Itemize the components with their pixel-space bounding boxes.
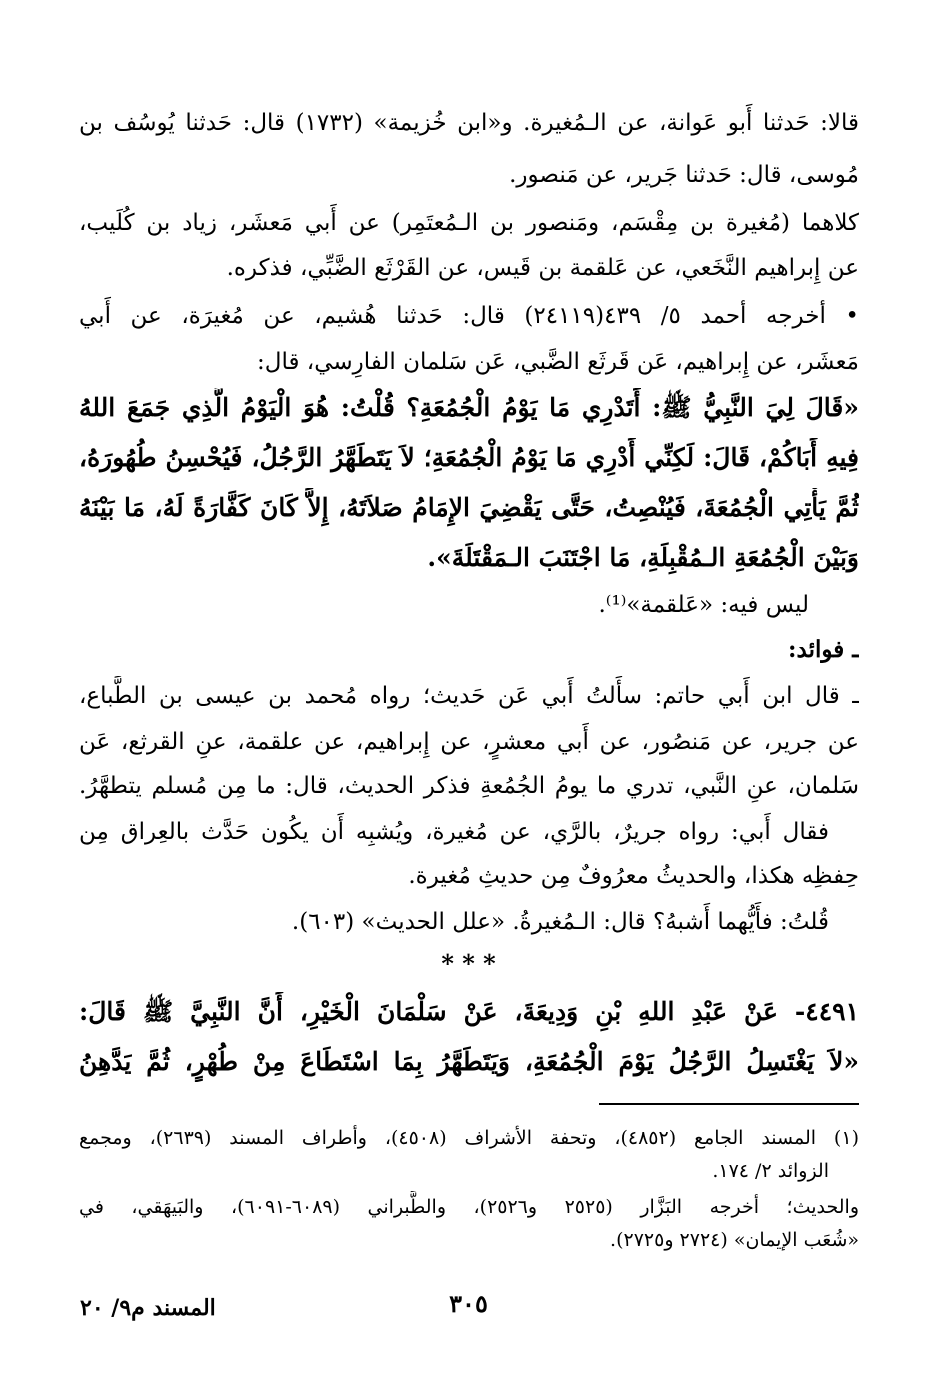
quote-line-3: ثُمَّ يَأْتِي الْجُمُعَةَ، فَيُنْصِتُ، حَتَّى يَقْضِيَ الإِمَامُ صَلاَتَهُ، إِلاَّ كَانَ كَفَّارَةً لَهُ، مَا بَيْنَهُ [79, 493, 859, 522]
fawaid-line-1: ـ قال ابن أَبي حاتم: سأَلتُ أَبي عَن حَديث؛ رواه مُحمد بن عيسى بن الطَّباع، [79, 683, 859, 709]
fawaid-line-2: عن جرير، عن مَنصُور، عن أَبي معشرٍ، عن إِبراهيم، عن علقمة، عنِ القرثع، عَن [79, 729, 859, 755]
body-line-3: كلاهما (مُغيرة بن مِقْسَم، ومَنصور بن الـمُعتَمِر) عن أَبي مَعشَر، زياد بن كُلَيب، [79, 210, 859, 236]
footnote-line-3: والحديث؛ أخرجه البَزَّار (٢٥٢٥ و٢٥٢٦)، والطَّبراني (٦٠٨٩-٦٠٩١)، والبَيهَقي، في [79, 1196, 859, 1218]
page-number: ٣٠٥ [449, 1289, 488, 1318]
quote-line-4: وَبَيْنَ الْجُمُعَةِ الـمُقْبِلَةِ، مَا اجْتَنَبَ الـمَقْتَلَةَ». [427, 543, 859, 572]
fawaid-line-5: حِفظِه هكذا، والحديثُ معرُوفٌ مِن حديثِ مُغيرة. [408, 863, 859, 889]
footnote-line-4: «شُعَب الإيمان» (٢٧٢٤ و٢٧٢٥). [610, 1229, 859, 1251]
footnote-rule [599, 1103, 859, 1105]
quote-line-1: «قَالَ لِيَ النَّبِيُّ ﷺ: أَتَدْرِي مَا يَوْمُ الْجُمُعَةِ؟ قُلْتُ: هُوَ الْيَوْمُ الَّذِي جَمَعَ اللهُ [79, 393, 859, 422]
body-line-1: قالا: حَدثنا أَبو عَوانة، عن الـمُغيرة. و«ابن خُزيمة» (١٧٣٢) قال: حَدثنا يُوسُف بن [79, 110, 859, 136]
fawaid-heading: ـ فوائد: [788, 636, 859, 663]
fawaid-line-6: قُلتُ: فأَيُّهما أَشبهُ؟ قال: الـمُغيرةُ. «علل الحديث» (٦٠٣). [291, 909, 829, 935]
body-line-4: عن إِبراهيم النَّخَعي، عن عَلقمة بن قَيس، عن القَرْثَع الضَّبِّي، فذكره. [226, 255, 859, 281]
fawaid-line-4: فقال أَبي: رواه جريرٌ، بالرَّي، عن مُغيرة، ويُشبِه أَن يكُون حَدَّث بالعِراق مِن [79, 819, 829, 845]
section-separator: * * * [441, 949, 496, 978]
note-line: ليس فيه: «عَلقمة»⁽¹⁾. [598, 592, 809, 618]
quote-line-2: فِيهِ أَبَاكُمْ، قَالَ: لَكِنِّي أَدْرِي مَا يَوْمُ الْجُمُعَةِ؛ لاَ يَتَطَهَّرُ الرَّجُلُ، فَيُحْسِنُ طُهُورَهُ، [79, 443, 859, 472]
hadith-4491-line-1: ٤٤٩١- عَنْ عَبْدِ اللهِ بْنِ وَدِيعَةَ، عَنْ سَلْمَانَ الْخَيْرِ، أَنَّ النَّبِيَّ ﷺ قَالَ: [79, 997, 859, 1026]
hadith-4491-line-2: «لاَ يَغْتَسِلُ الرَّجُلُ يَوْمَ الْجُمُعَةِ، وَيَتَطَهَّرُ بِمَا اسْتَطَاعَ مِنْ طُهْرٍ، ثُمَّ يَدَّهِنُ [79, 1047, 859, 1076]
volume-signature: المسند م٩/ ٢٠ [80, 1295, 216, 1321]
fawaid-line-3: سَلمان، عنِ النَّبي، تدري ما يومُ الجُمُعةِ فذكر الحديث، قال: ما مِن مُسلم يتطهَّرُ. [79, 773, 859, 799]
body-line-5: • أخرجه أحمد ٥/ ٤٣٩(٢٤١١٩) قال: حَدثنا هُشيم، عن مُغيرَة، عن أَبي [79, 303, 859, 329]
body-line-2: مُوسى، قال: حَدثنا جَرير، عن مَنصور. [509, 162, 859, 188]
footnote-line-2: الزوائد ٢/ ١٧٤. [712, 1160, 829, 1182]
footnote-line-1: (١) المسند الجامع (٤٨٥٢)، وتحفة الأشراف (٤٥٠٨)، وأطراف المسند (٢٦٣٩)، ومجمع [79, 1127, 859, 1149]
body-line-6: مَعشَر، عن إِبراهيم، عَن قَرثَع الضَّبي، عَن سَلمان الفارِسي، قال: [257, 349, 859, 375]
